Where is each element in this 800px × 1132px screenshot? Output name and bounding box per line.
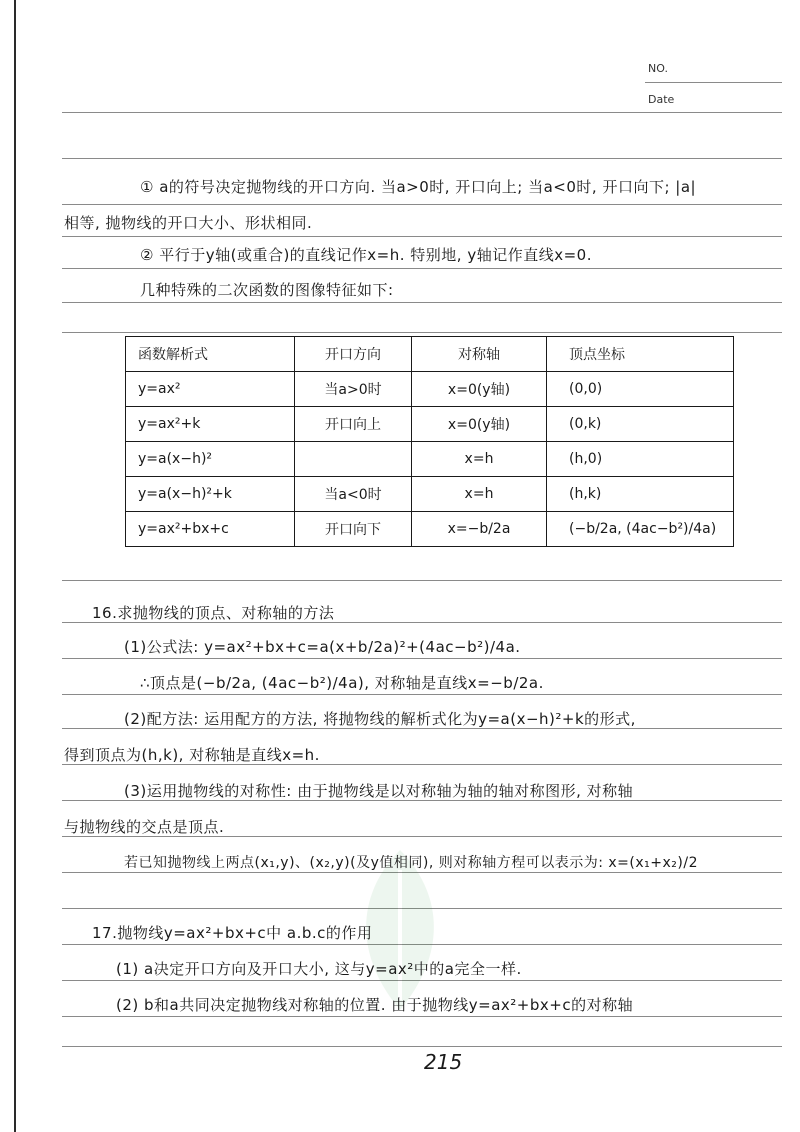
rule-line (62, 204, 782, 205)
note-line-4: 几种特殊的二次函数的图像特征如下: (140, 281, 394, 299)
table-cell: x=0(y轴) (412, 372, 547, 407)
table-cell: x=h (412, 477, 547, 512)
rule-line (62, 158, 782, 159)
table-cell: y=a(x−h)²+k (126, 477, 295, 512)
table-header-cell: 顶点坐标 (547, 337, 734, 372)
section-17-line: (1) a决定开口方向及开口大小, 这与y=ax²中的a完全一样. (116, 960, 522, 978)
rule-line (645, 82, 782, 83)
table-row (126, 477, 734, 512)
table-row (126, 442, 734, 477)
table-cell: y=ax² (126, 372, 295, 407)
rule-line (62, 268, 782, 269)
page-number: 215 (424, 1050, 463, 1074)
section-16-line: 与抛物线的交点是顶点. (64, 818, 225, 836)
table-cell: x=0(y轴) (412, 407, 547, 442)
table-cell: 开口向上 (295, 407, 412, 442)
table-cell: y=ax²+bx+c (126, 512, 295, 547)
table-cell: (h,k) (547, 477, 734, 512)
section-16-line: (1)公式法: y=ax²+bx+c=a(x+b/2a)²+(4ac−b²)/4a. (124, 638, 521, 656)
table-row (126, 372, 734, 407)
section-16-line: (2)配方法: 运用配方的方法, 将抛物线的解析式化为y=a(x−h)²+k的形式, (124, 710, 636, 728)
rule-line (62, 580, 782, 581)
rule-line (62, 302, 782, 303)
section-16-line: ∴顶点是(−b/2a, (4ac−b²)/4a), 对称轴是直线x=−b/2a. (140, 674, 544, 692)
table-cell: 开口向下 (295, 512, 412, 547)
table-header-cell: 函数解析式 (126, 337, 295, 372)
section-17-line: (2) b和a共同决定抛物线对称轴的位置. 由于抛物线y=ax²+bx+c的对称轴 (116, 996, 634, 1014)
rule-line (62, 236, 782, 237)
table-header-cell: 对称轴 (412, 337, 547, 372)
section-16-title: 16.求抛物线的顶点、对称轴的方法 (92, 604, 335, 622)
note-line-1: ① a的符号决定抛物线的开口方向. 当a>0时, 开口向上; 当a<0时, 开口向下; |a| (140, 178, 697, 196)
table-header-cell: 开口方向 (295, 337, 412, 372)
rule-line (62, 694, 782, 695)
note-line-3: ② 平行于y轴(或重合)的直线记作x=h. 特别地, y轴记作直线x=0. (140, 246, 592, 264)
no-label: NO. (648, 62, 668, 75)
date-label: Date (648, 93, 675, 106)
table-cell: y=ax²+k (126, 407, 295, 442)
section-16-line: (3)运用抛物线的对称性: 由于抛物线是以对称轴为轴的轴对称图形, 对称轴 (124, 782, 634, 800)
note-line-2: 相等, 抛物线的开口大小、形状相同. (64, 214, 313, 232)
table-cell: x=−b/2a (412, 512, 547, 547)
table-cell: (0,k) (547, 407, 734, 442)
table-cell: (−b/2a, (4ac−b²)/4a) (547, 512, 734, 547)
table-row (126, 512, 734, 547)
table-cell (295, 442, 412, 477)
table-row (126, 407, 734, 442)
section-17-title: 17.抛物线y=ax²+bx+c中 a.b.c的作用 (92, 924, 373, 942)
table-cell: (0,0) (547, 372, 734, 407)
rule-line (62, 112, 782, 113)
table-cell: y=a(x−h)² (126, 442, 295, 477)
section-16-line: 得到顶点为(h,k), 对称轴是直线x=h. (64, 746, 320, 764)
section-16-line: 若已知抛物线上两点(x₁,y)、(x₂,y)(及y值相同), 则对称轴方程可以表示为: x=(x₁+x₂)/2 (124, 855, 698, 871)
rule-line (62, 658, 782, 659)
table-cell: x=h (412, 442, 547, 477)
table-header-row (126, 337, 734, 372)
table-cell: 当a<0时 (295, 477, 412, 512)
rule-line (62, 1046, 782, 1047)
table-cell: (h,0) (547, 442, 734, 477)
table-cell: 当a>0时 (295, 372, 412, 407)
parabola-feature-table (125, 336, 734, 547)
rule-line (62, 332, 782, 333)
margin-line (14, 0, 16, 1132)
